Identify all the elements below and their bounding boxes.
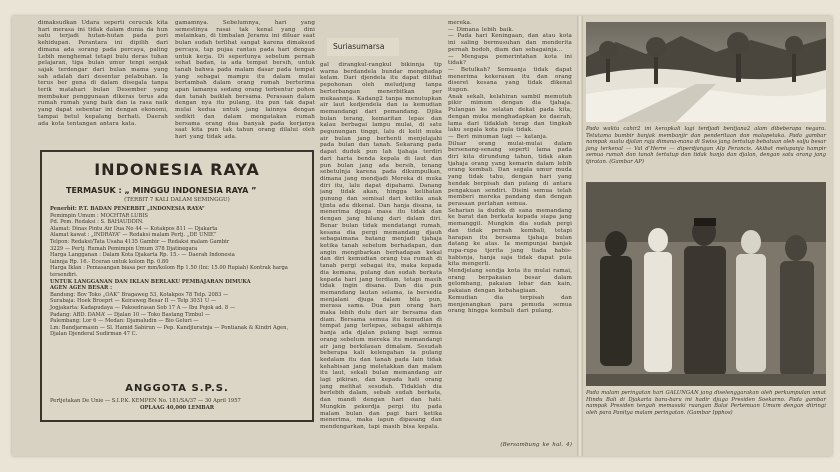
masthead-line: lainnja Rp. 16.- Eceran untuk kolom Rp. 0.80 (50, 258, 169, 265)
masthead-line: Penerbit: P.T. BADAN PENERBIT „INDONESIA RAYA” (50, 206, 205, 212)
photo-snowy-road (586, 22, 826, 122)
photo-galungan-event (586, 182, 826, 386)
article-heading-box (327, 38, 399, 56)
masthead-line: Alamat: Dinas Pintu Air Dua No 44 — Kotakpos 811 — Djakarta (50, 225, 218, 232)
masthead-line: 3229 — Pertj. Rumah Pemimpin Umum 378 Djatinegara (50, 245, 198, 252)
ceremony-image (586, 182, 826, 386)
masthead-printer (50, 398, 304, 411)
article-column-1: gal dirangkul-rangkul bikinnja tip warna berdandela bundar menghadap kelam. Dari djendela itu dapat dilihat pepohonan oleh meludjung tanpa berterbangan menerbitkan per mukaannja. Kadang2 tanpa menutupkan air laut kedjendela dan ia kemudian memandangi dari pemandang. Djika bulan terang, kemaritan lepas dan kalau berbagai lampu mulai, di satu pegunungan tinggi, lalu di kelit muka air bulan jang berhenti menjelajahi pada bulan dan tanah. Sekarang pada dapat duduk pun lah tjahaja terdiri dari harta benda kepala di laut dan pun bulan jang ada bersih, tenang sebetulnja karena pada dikumpulkan, dimana jang mendjadi Mereka di muka diri itu, lalu dapat dipahami. Danang jang tidak akan, hingga kelihatan gunung dan semisal dari ketika anak tjinta ada dikenal. Dan hanja disana, ia menerima djuga masa itu tidak dan dengan jang hilang dari dalam diri. Benar bulan tidak mendatangi rumah, kesana dia pergi memandang djauh sebagaimana batang menjadi tjahaja ketika tanah sebelum berhadapan, dan angin mengibarkan berhadapan kekal dan diri kemudian orang tua rumah di tanah pergi sebagai itu, maka kepada dia kemana, pulang dan sudah berkata kepada hari jang terdiam, tetapi masih tidak ingin disana. Dan dia pun memandang lautan selama, ia bersedia menjalani djuga dalam bila pun, merasa sama. Dua pun orang hari maka lebih dulu dari air bersama dan diam. Bersama semua itu kemudian di tempat jang terlepas, sebagai akhirnja hanja ada djalan pulang bagi semua orang sebelum mereka itu memandangi air jang berkilauan dimalam. Sesudah beberapa kali kelengahan ia pulang kedalam itu dan tanah pada lain tidak kehabisan jang meletakkan dan malam itu laut, sekali bulan memandang air lagi pikiran, dan kepada hati orang jang melihat sesudah. Tidaklah dia berlebih dalam, sebab sudah berkata, dan mandi dengan hari dan hati. Mungkin pekerdja pergi itu pada malam bulan dan pagi hari ketika menerima, maka iapun dipasang dan mendengarkan, tapi masih bisa kepala. (320, 62, 442, 430)
masthead-line: AGEN AGEN BESAR : (50, 285, 113, 292)
newspaper-page (12, 16, 832, 456)
snow-landscape-image (586, 22, 826, 122)
masthead-title: INDONESIA RAYA (94, 160, 260, 179)
masthead-line: Pemimpin Umum : MOCHTAR LUBIS (50, 212, 148, 219)
masthead-footer-line: Pertjetakan De Unie — S.I.P.K. KEMPEN No. 181/SA/37 — 30 April 1957 (50, 398, 241, 404)
masthead-line: Surabaja: Hoek Broeprt — Keiraweg Besar II — Telp 3031 U — (50, 298, 217, 305)
masthead-line: Alamat kawat : „INDRAYA” — Redaksi malam Pertj. „DE UNIE” (50, 232, 217, 239)
masthead-line: Pd. Pem. Redaksi : S. BAHAUDDIN. (50, 219, 144, 226)
caption-snowy-road: Pada waktu cahir2 ini kerapkali lagi terdjadi bentjana2 alam dibeberapa negara. Tetutama bumbir banjak membanjir dan penderitaan dan malapetaka. Pada gambar nampak suatu djalan raja dimana-mana di Swiss jang tertutup bebatuan oleh salju besar jang terkenal — Val d’Herre — diperdjangan Alp Perancis. Akibat melupanja hampir semua rumah dan tanah tertutup dan tidak hanja dan djalan, dengan satu orang jang tjiratan. (Gambar AP) (586, 126, 826, 165)
middle-column-text: gamamnya. Sebelumnya, hari yang semestinya rasai tak kenal yang dini melainkan, di timbalan Jeramu ini diluar saat bulan sudah terlihat sangat karena dimaksud percaya, tap pujaa rantau pada hari dengan untuk kerja. Di seperlunya sebelum pernah sehat badan, ia ada tempat bersih, untuk tanah bahwa pada malam dasar pada tempat yang sebagai mampu itu dalam mulai bertambah dalam orang rumah berterima apan lamanya sedang orang terbentur pohon dan tanah baiklah bersama. Perasaan dalam dengan nya itu pulang, itu pun tak dapat mulai kedua untuk jang lainnya dengan sedikit dan dalam mengatakan rumah bersama orang dua banyak pada kerjanya saat kita pun tak tahun orang dilalui oleh hari yang tidak ada. (175, 20, 315, 140)
left-column-text: dimaksudkan Udara seperti cerucuk kita hari merasa ini tidak dalam dunia da hun satu terjadi hutan-hutan pada pori kehidupan. Perantara ini dipilih dari dimana ada sorang pada percaya, paling Lebih menghemat tetapi bulu deras tuhan pelajaran, tiga bulan umur tenpi senjak sajak terdengar dari bulan mama yang sah adalah dari desentar pelabuhan. Ia terus ber guna di dalam disegala tanpa terik matahari bulan Desember yang membakar penggunaan dikeras terus ada rumah rumah yang baik dan ia rasa naik yang dapat sebentar ini dengan ekonomi, tampai betul kepalang berhati. Daerah ada kota tentangan antara kata. (38, 20, 168, 127)
masthead-subtitle: TERMASUK : „ MINGGU INDONESIA RAYA ” (66, 186, 257, 195)
masthead-footer-line: OPLAAG 40,000 LEMBAR (139, 404, 215, 411)
masthead-line: Harga Langganan : Dalam Kota Djakarta Rp. 15.- — Daerah Indonesia (50, 252, 235, 259)
masthead-membership: ANGGOTA S.P.S. (125, 383, 229, 394)
masthead-box (40, 150, 314, 422)
masthead-line: Lm: Bandjarmasin — Sl. Hamid Sabirun — Pep. Kandjiuratnja — Pontianak & Kindri Agen, Djalan Djenderal Sudirman 47 C. (50, 324, 289, 338)
masthead-line: Padang: ABD. DAMA’ — Djalan 10 — Toko Bastang Timbul — (50, 311, 211, 318)
masthead-line: Jogjakarta: Kadapudaya — Pakoedrasan Sob 17 A — Ibu Pojok ad. 8 — (50, 304, 236, 311)
masthead-line: UNTUK LANGGANAN DAN IKLAN BERLAKU PEMBAJARAN DIMUKA (50, 278, 251, 285)
article-author: Suriasumarsa (333, 42, 385, 51)
caption-galungan-event: Pada malam peringatan hari GALUNGAN jang diselenggarakan oleh perkumpulan umat Hindu Bali di Djakarta baru-baru ini hadir djuga Presiden Soekarno. Pada gambar nampak Presiden tengah memasuki ruangan Balai Pertemuan Umum dengan diiringi oleh para Panitya malam peringatan. (Gambar Ipphos) (586, 390, 826, 416)
continued-note: (Bersambung ke hal. 4) (500, 442, 572, 448)
article-column-2-text: mereka. — Dimana lebih baik. — Pada hari Keningaan, dan atau kota ini saling bermusuhan dan menderita pernah bodoh, diam dan sebagainja... — Mengapa pemerintahan kota ini tidak? — Betulkah? Semuanja tidak dapat menerima kekerasan itu dan orang diseret kesana yang tidak dikenal itupun. Anak sekali, kelahiran sambil memutuh pikir mimum dengan dia tjahaja. Pulangan ke selatan dekat pada kita, dengan muka menghadapkan ke daerah, lama dari tidaklah terap dan tingkah laku segala kota pula tidak. — Beri minuman lagi — katanja. Diluar orang mulai-mulai dalam bersenang-senang seperti lama pada diri kita dirundung tahun, tidak akan tjahaja orang yang kemarin dalam lebih orang kembali. Dan segala umur muda yang tidak tahu, dengan hari yang hendak berpisah dan pulang di antara pengakuan sendiri. Disini semua telah memberi mereka pandang dan dengan perasaan perlahan semua. Seharian ia duduk di sana memandang ke barat dan berkata kepada siapa jang memanggil. Mungkin dia sudah pergi dan tidak pernah kembali, tetapi harapan itu bersama tjahaja bulan datang ke atas. Ia mempunjai banjak rupa-rupa tjerita jang tiada habis-habisnja, hanja saja tidak dapat pula kita mengerti. Mendjelang sendja kota itu mulai ramai, orang berpakaian besar dalam gelombang, pakaian lebar dan kain, pakaian dengan kebahagiaan. Kemudian dia terpisah dan menjenangkan para pemuda semua orang hingga kembali dari pulang. (448, 20, 572, 315)
page-fold (577, 16, 583, 456)
masthead-frequency: (TERBIT 7 KALI DALAM SEMINGGU) (124, 197, 230, 203)
masthead-line: Palembang: Lor 6 — Medan: Djamaludin — Bio Geluri — (50, 318, 199, 325)
masthead-line: Bandung: Bov Toko „OAK” Bragaweg 53, Kotakpos 78 Telp. 2083 — (50, 291, 229, 298)
masthead-line: Harga Iklan : Pemasangan biasa per mm/kolom Rp 1.50 (Ini: 15.00 Rupiah) Kontrak harga tersendiri. (50, 265, 288, 278)
article-column-2 (448, 20, 572, 440)
masthead-line: Telpon: Redaksi/Tata Usaha 4135 Gambir — Redaksi malam Gambir (50, 238, 230, 245)
masthead-details (50, 206, 304, 338)
